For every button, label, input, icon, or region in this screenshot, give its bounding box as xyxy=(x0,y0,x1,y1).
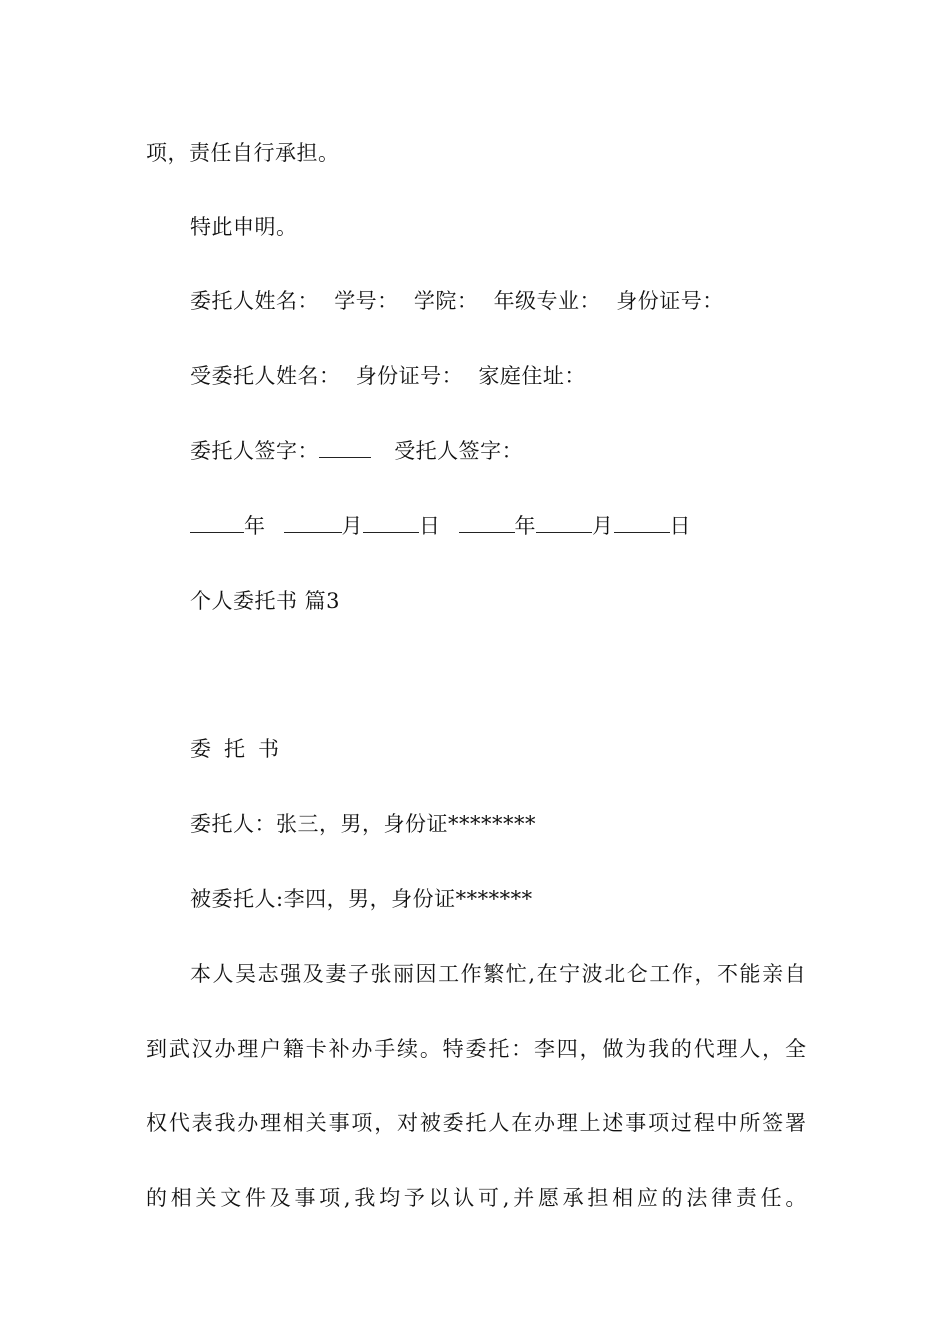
major-label: 年级专业： xyxy=(493,289,602,313)
signature-line xyxy=(190,437,523,465)
principal-fields-line xyxy=(190,287,724,315)
section-title: 个人委托书 篇3 xyxy=(190,589,341,613)
principal-info: 委托人：张三，男，身份证******** xyxy=(190,812,536,836)
day-unit-1: 日 xyxy=(419,514,441,538)
student-id-label: 学号： xyxy=(334,289,399,313)
month-unit-2: 月 xyxy=(592,514,614,538)
body-line-1: 本人吴志强及妻子张丽因工作繁忙,在宁波北仑工作，不能亲自 xyxy=(190,962,808,986)
agent-signature-label: 受托人签字： xyxy=(394,439,524,463)
principal-signature-blank xyxy=(319,437,371,458)
year-blank-1 xyxy=(190,512,244,533)
declaration-text: 特此申明。 xyxy=(190,215,298,239)
month-blank-2 xyxy=(536,512,592,533)
agent-id-label: 身份证号： xyxy=(355,364,464,388)
agent-name-label: 受委托人姓名： xyxy=(190,364,341,388)
day-blank-1 xyxy=(363,512,419,533)
date-line xyxy=(190,512,691,540)
day-unit-2: 日 xyxy=(669,514,691,538)
body-line-4: 的相关文件及事项,我均予以认可,并愿承担相应的法律责任。 xyxy=(146,1186,811,1210)
principal-signature-label: 委托人签字： xyxy=(190,439,319,463)
body-line-2: 到武汉办理户籍卡补办手续。特委托：李四，做为我的代理人，全 xyxy=(146,1037,808,1061)
month-blank-1 xyxy=(284,512,342,533)
body-line-3: 权代表我办理相关事项，对被委托人在办理上述事项过程中所签署 xyxy=(146,1111,808,1135)
agent-info: 被委托人:李四，男，身份证******* xyxy=(190,887,533,911)
year-blank-2 xyxy=(459,512,515,533)
year-unit-1: 年 xyxy=(244,514,266,538)
paragraph-continuation: 项，责任自行承担。 xyxy=(146,141,340,165)
address-label: 家庭住址： xyxy=(478,364,586,388)
month-unit-1: 月 xyxy=(341,514,363,538)
year-unit-2: 年 xyxy=(514,514,536,538)
letter-title: 委托书 xyxy=(190,737,292,761)
principal-id-label: 身份证号： xyxy=(616,289,724,313)
principal-name-label: 委托人姓名： xyxy=(190,289,319,313)
day-blank-2 xyxy=(614,512,670,533)
agent-fields-line xyxy=(190,362,586,390)
college-label: 学院： xyxy=(413,289,479,313)
